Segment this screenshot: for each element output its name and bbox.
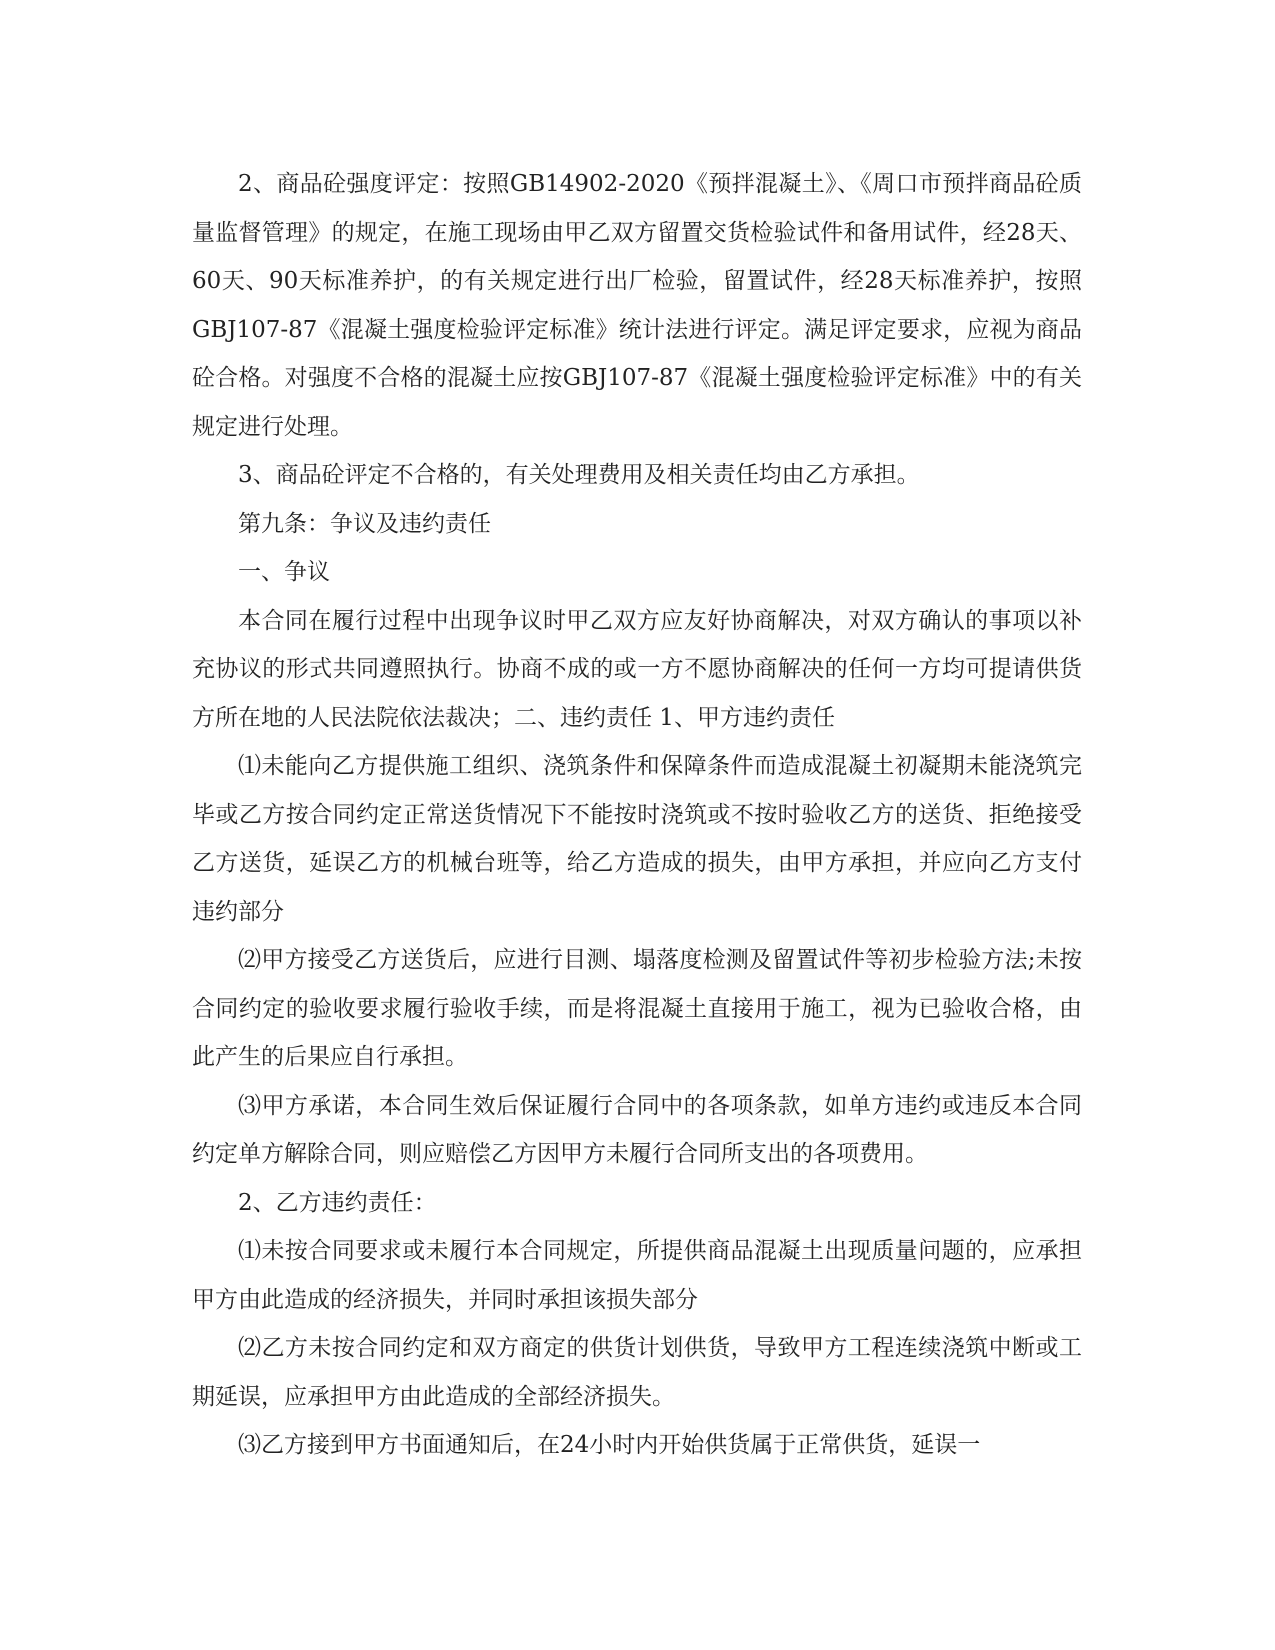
article-9-heading: 第九条：争议及违约责任 (238, 510, 491, 537)
paragraph-party-a-breach-1: ⑴未能向乙方提供施工组织、浇筑条件和保障条件而造成混凝土初凝期未能浇筑完毕或乙方按合同约定正常送货情况下不能按时浇筑或不按时验收乙方的送货、拒绝接受乙方送货，延误乙方的机械台班等，给乙方造成的损失，由甲方承担，并应向乙方支付违约部分 (192, 753, 1082, 925)
document-body (192, 160, 1082, 1470)
section-party-b-breach-heading: 2、乙方违约责任： (238, 1189, 437, 1216)
paragraph-party-b-breach-2: ⑵乙方未按合同约定和双方商定的供货计划供货，导致甲方工程连续浇筑中断或工期延误，应承担甲方由此造成的全部经济损失。 (192, 1335, 1082, 1410)
paragraph-strength-evaluation: 2、商品砼强度评定：按照GB14902-2020《预拌混凝土》、《周口市预拌商品砼质量监督管理》的规定，在施工现场由甲乙双方留置交货检验试件和备用试件，经28天、60天、90天标准养护，的有关规定进行出厂检验，留置试件，经28天标准养护，按照GBJ107-87《混凝土强度检验评定标准》统计法进行评定。满足评定要求，应视为商品砼合格。对强度不合格的混凝土应按GBJ107-87《混凝土强度检验评定标准》中的有关规定进行处理。 (192, 171, 1082, 440)
paragraph-dispute-resolution: 本合同在履行过程中出现争议时甲乙双方应友好协商解决，对双方确认的事项以补充协议的形式共同遵照执行。协商不成的或一方不愿协商解决的任何一方均可提请供货方所在地的人民法院依法裁决；二、违约责任 1、甲方违约责任 (192, 607, 1082, 731)
section-dispute-heading: 一、争议 (238, 559, 330, 585)
paragraph-party-a-breach-3: ⑶甲方承诺，本合同生效后保证履行合同中的各项条款，如单方违约或违反本合同约定单方解除合同，则应赔偿乙方因甲方未履行合同所支出的各项费用。 (192, 1092, 1082, 1167)
paragraph-party-a-breach-2: ⑵甲方接受乙方送货后，应进行目测、塌落度检测及留置试件等初步检验方法;未按合同约定的验收要求履行验收手续，而是将混凝土直接用于施工，视为已验收合格，由此产生的后果应自行承担。 (192, 947, 1082, 1070)
paragraph-nonconformity-cost: 3、商品砼评定不合格的，有关处理费用及相关责任均由乙方承担。 (238, 462, 920, 488)
paragraph-party-b-breach-1: ⑴未按合同要求或未履行本合同规定，所提供商品混凝土出现质量问题的，应承担甲方由此造成的经济损失，并同时承担该损失部分 (192, 1238, 1082, 1313)
paragraph-party-b-breach-3: ⑶乙方接到甲方书面通知后，在24小时内开始供货属于正常供货，延误一 (238, 1432, 981, 1458)
